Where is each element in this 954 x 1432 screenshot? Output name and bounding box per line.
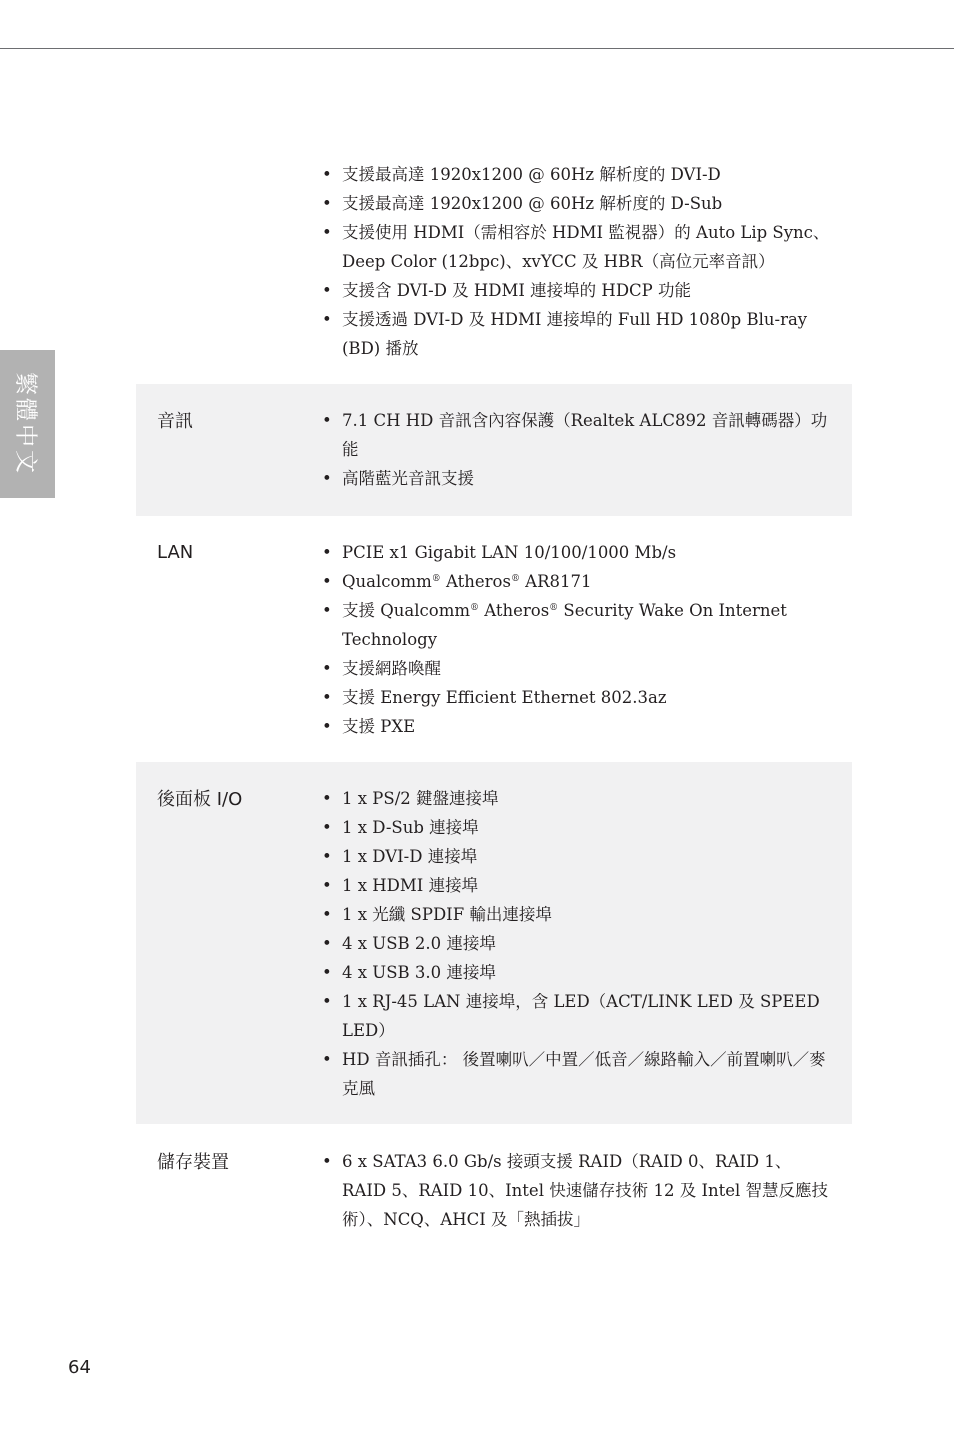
section-storage: [136, 1124, 852, 1254]
lan-bullet-list: [342, 538, 834, 741]
list-item: • 支援透過 DVI-D 及 HDMI 連接埠的 Full HD 1080p Blu-ray (BD) 播放: [342, 305, 842, 363]
list-item: • Qualcomm® Atheros® AR8171: [342, 567, 834, 596]
list-item: • 支援最高達 1920x1200 @ 60Hz 解析度的 DVI-D: [342, 160, 842, 189]
list-item: • 4 x USB 2.0 連接埠: [342, 929, 834, 958]
section-label-lan: LAN: [157, 542, 194, 563]
section-label-storage: 儲存裝置: [157, 1152, 229, 1173]
list-item: • 支援 Qualcomm® Atheros® Security Wake On Internet Technology: [342, 596, 834, 654]
page-number: 64: [68, 1357, 91, 1378]
section-lan: [136, 516, 852, 762]
side-tab-label: 繁體中文: [12, 372, 38, 476]
list-item: • PCIE x1 Gigabit LAN 10/100/1000 Mb/s: [342, 538, 834, 567]
language-side-tab: [0, 350, 55, 498]
list-item: • 1 x PS/2 鍵盤連接埠: [342, 784, 834, 813]
section-graphics: [136, 158, 852, 370]
list-item: • 6 x SATA3 6.0 Gb/s 接頭支援 RAID（RAID 0、RAID 1、RAID 5、RAID 10、Intel 快速儲存技術 12 及 Intel 智慧反應技術）、NCQ、AHCI 及「熱插拔」: [342, 1147, 834, 1234]
list-item: • HD 音訊插孔： 後置喇叭／中置／低音／線路輸入／前置喇叭／麥克風: [342, 1045, 834, 1103]
list-item: • 4 x USB 3.0 連接埠: [342, 958, 834, 987]
audio-bullet-list: [342, 406, 834, 493]
list-item: • 1 x HDMI 連接埠: [342, 871, 834, 900]
list-item: • 支援 Energy Efficient Ethernet 802.3az: [342, 683, 834, 712]
list-item: • 1 x D-Sub 連接埠: [342, 813, 834, 842]
section-rear-io: [136, 762, 852, 1124]
list-item: • 支援網路喚醒: [342, 654, 834, 683]
section-label-rear-io: 後面板 I/O: [157, 789, 243, 810]
list-item: • 7.1 CH HD 音訊含內容保護（Realtek ALC892 音訊轉碼器）功能: [342, 406, 834, 464]
graphics-bullet-list: [342, 160, 842, 363]
list-item: • 1 x RJ-45 LAN 連接埠，含 LED（ACT/LINK LED 及 SPEED LED）: [342, 987, 834, 1045]
list-item: • 支援 PXE: [342, 712, 834, 741]
list-item: • 1 x 光纖 SPDIF 輸出連接埠: [342, 900, 834, 929]
list-item: • 1 x DVI-D 連接埠: [342, 842, 834, 871]
list-item: • 支援使用 HDMI（需相容於 HDMI 監視器）的 Auto Lip Sync、Deep Color (12bpc)、xvYCC 及 HBR（高位元率音訊）: [342, 218, 842, 276]
top-rule: [0, 48, 954, 49]
list-item: • 支援含 DVI-D 及 HDMI 連接埠的 HDCP 功能: [342, 276, 842, 305]
section-audio: [136, 384, 852, 516]
storage-bullet-list: [342, 1147, 834, 1234]
section-label-audio: 音訊: [157, 411, 193, 432]
list-item: • 高階藍光音訊支援: [342, 464, 834, 493]
list-item: • 支援最高達 1920x1200 @ 60Hz 解析度的 D-Sub: [342, 189, 842, 218]
rear-io-bullet-list: [342, 784, 834, 1103]
